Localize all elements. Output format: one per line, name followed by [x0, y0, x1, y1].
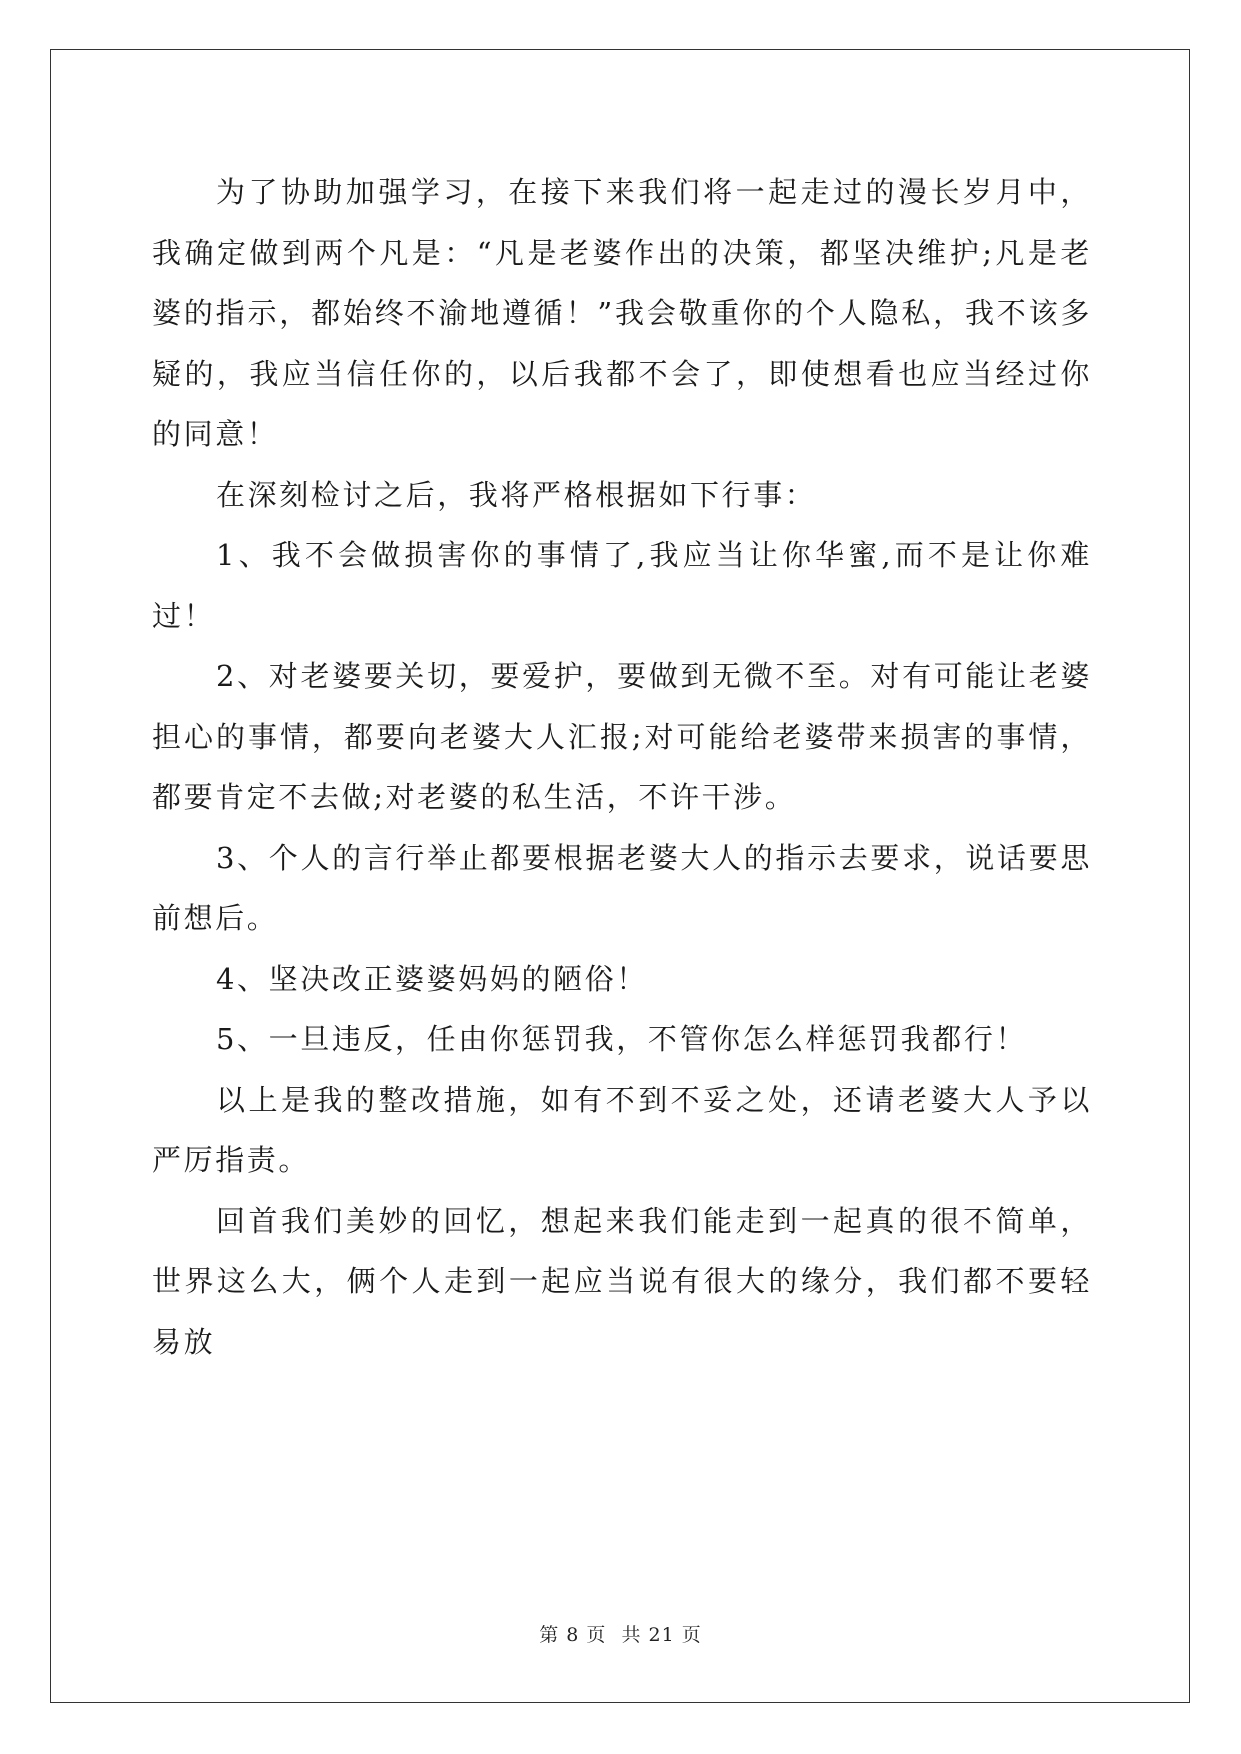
paragraph: 在深刻检讨之后，我将严格根据如下行事： — [216, 477, 817, 512]
paragraph: 回首我们美妙的回忆，想起来我们能走到一起真的很不简单，世界这么大，俩个人走到一起应当说有很大的缘分，我们都不要轻易放 — [152, 1203, 1092, 1359]
paragraph: 为了协助加强学习，在接下来我们将一起走过的漫长岁月中，我确定做到两个凡是：“凡是老婆作出的决策，都坚决维护;凡是老婆的指示，都始终不渝地遵循！”我会敬重你的个人隐私，我不该多疑的，我应当信任你的，以后我都不会了，即使想看也应当经过你的同意！ — [152, 175, 1092, 451]
paragraph: 3、个人的言行举止都要根据老婆大人的指示去要求，说话要思前想后。 — [152, 840, 1092, 935]
paragraph: 以上是我的整改措施，如有不到不妥之处，还请老婆大人予以严厉指责。 — [152, 1082, 1092, 1177]
page-number: 第 8 页 — [539, 1624, 607, 1646]
paragraph: 1、我不会做损害你的事情了,我应当让你华蜜,而不是让你难过！ — [152, 538, 1092, 633]
page-footer — [0, 1620, 1241, 1647]
paragraph: 2、对老婆要关切，要爱护，要做到无微不至。对有可能让老婆担心的事情，都要向老婆大人汇报;对可能给老婆带来损害的事情，都要肯定不去做;对老婆的私生活，不许干涉。 — [152, 659, 1092, 814]
paragraph: 5、一旦违反，任由你惩罚我，不管你怎么样惩罚我都行！ — [216, 1022, 1028, 1056]
total-pages: 共 21 页 — [621, 1624, 702, 1646]
paragraph: 4、坚决改正婆婆妈妈的陋俗！ — [216, 961, 648, 996]
document-body — [152, 162, 1092, 1372]
